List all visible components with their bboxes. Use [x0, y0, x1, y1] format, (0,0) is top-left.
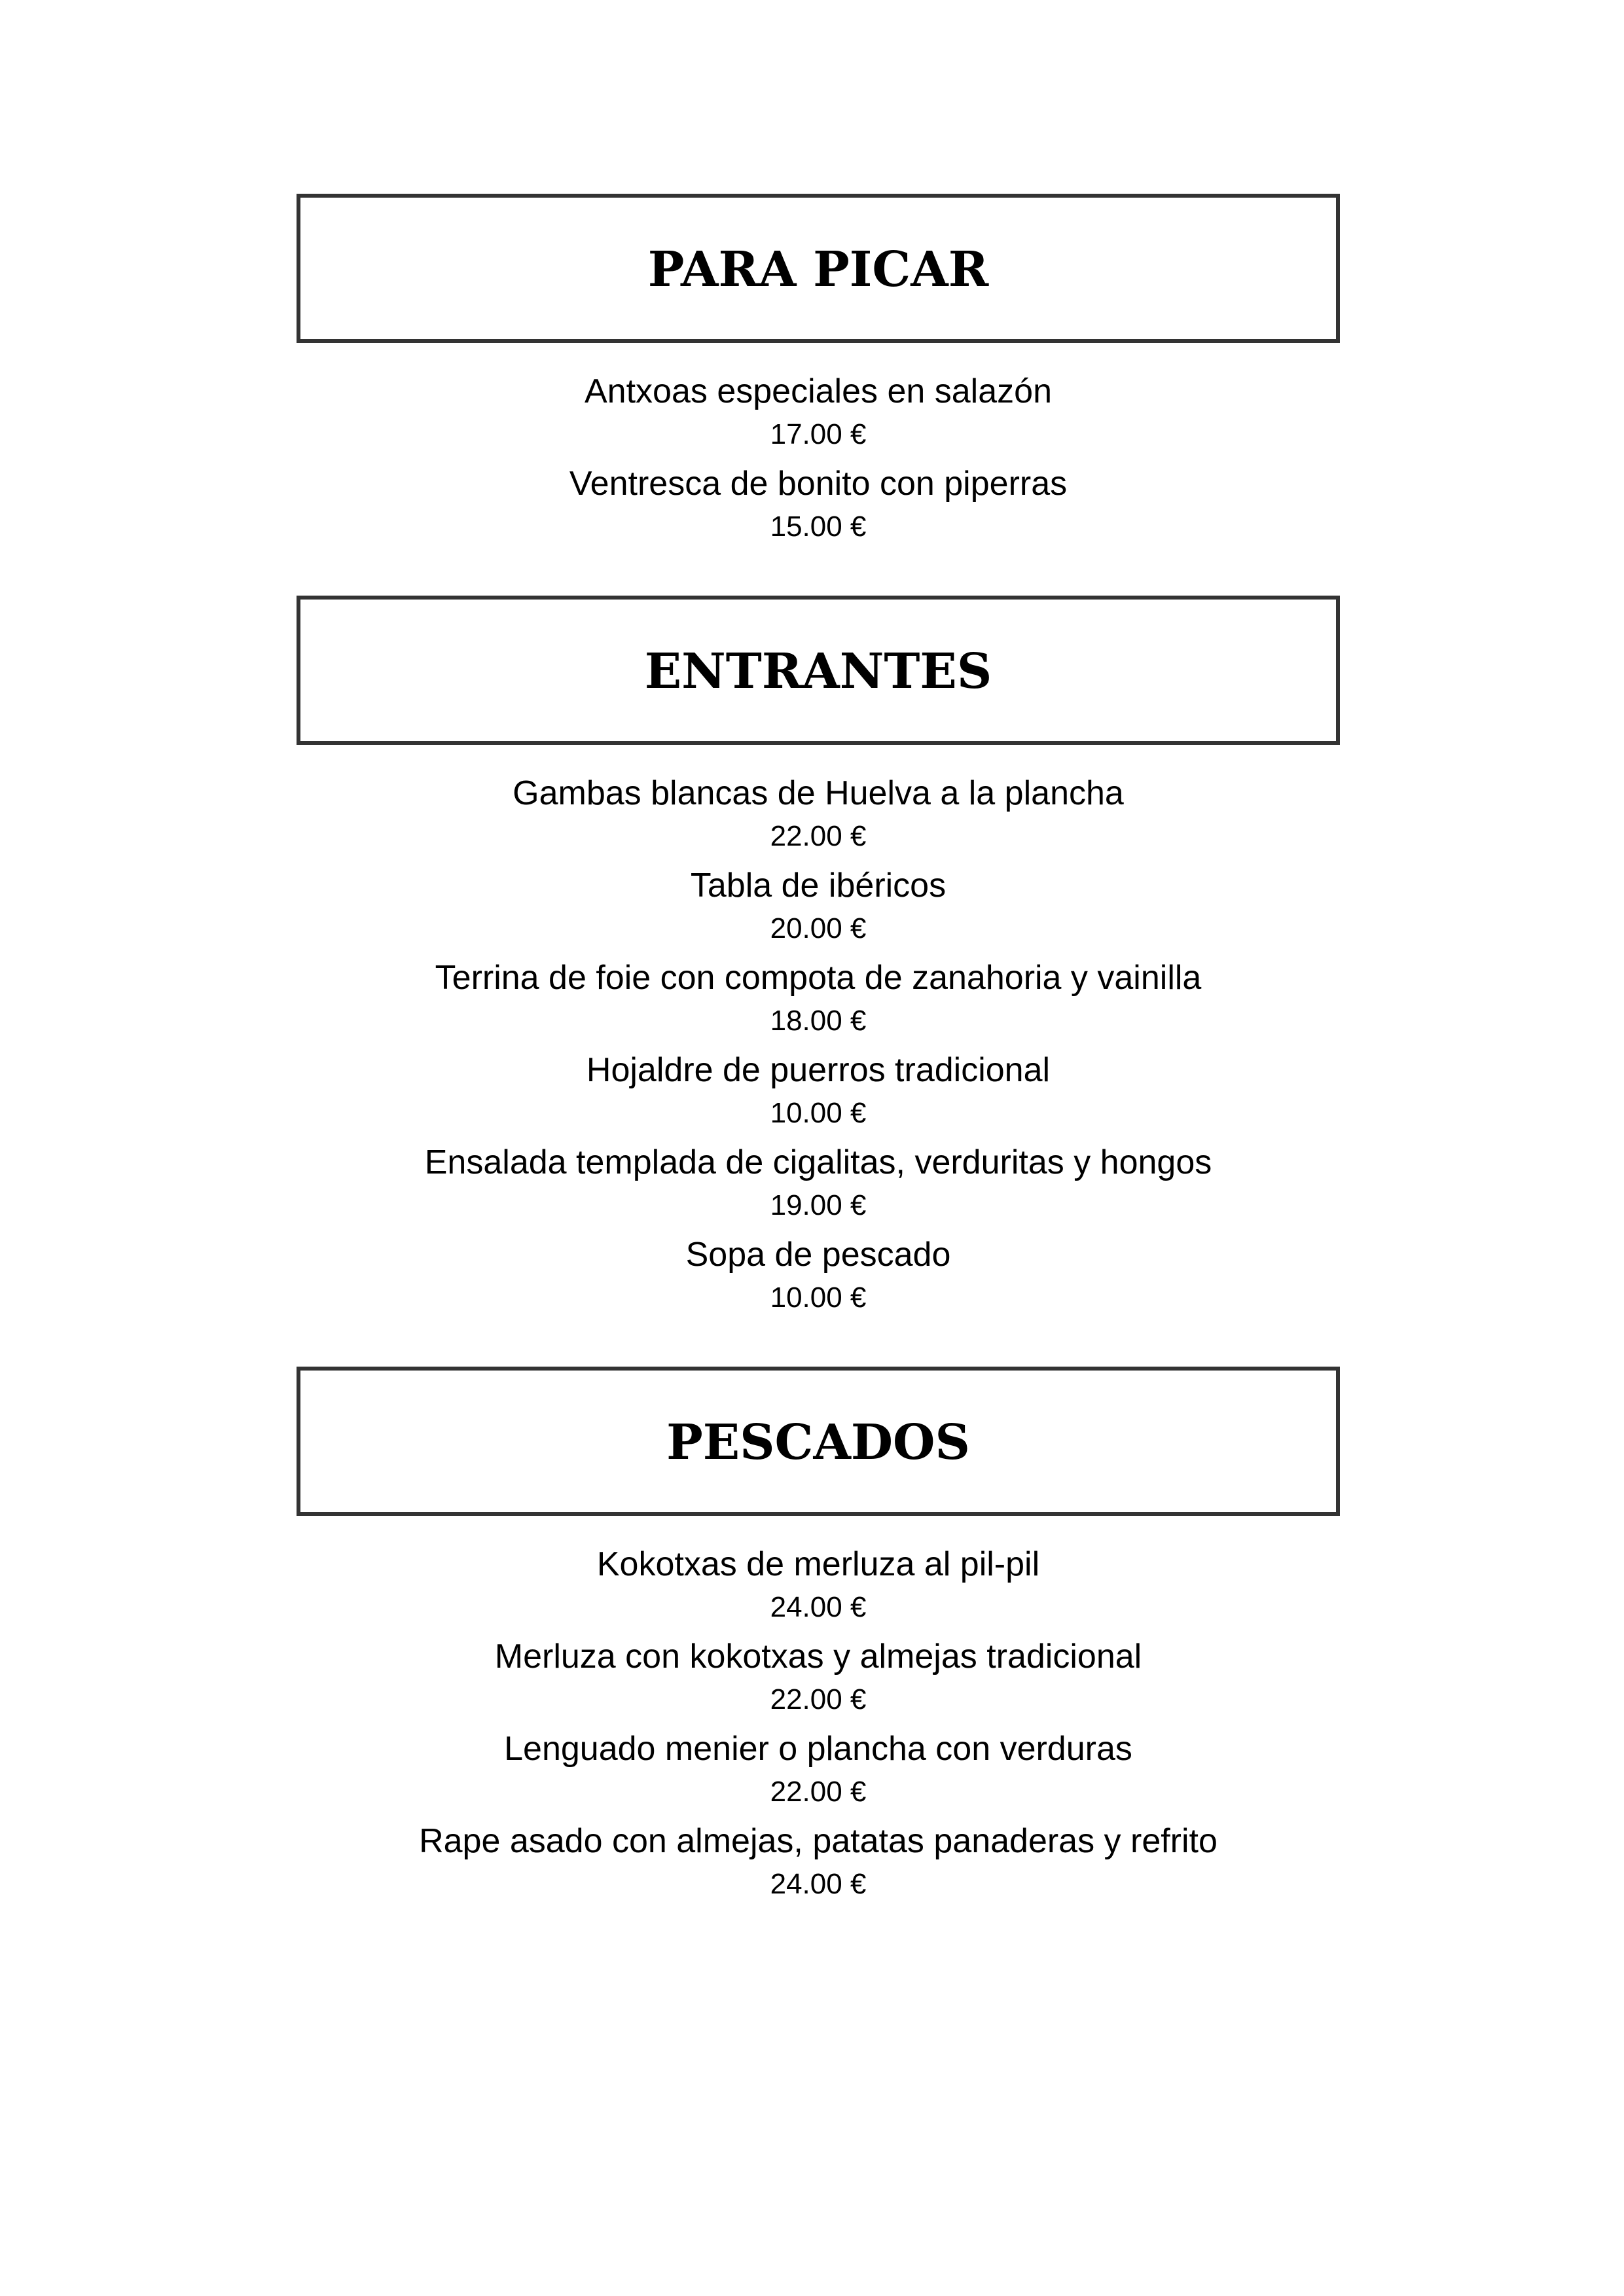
section-title: PESCADOS	[666, 1414, 970, 1471]
section-para-picar	[297, 194, 1340, 555]
menu-item	[297, 1234, 1340, 1316]
item-price: 22.00 €	[770, 820, 867, 852]
item-price: 22.00 €	[770, 1683, 867, 1715]
item-price: 20.00 €	[770, 912, 867, 944]
menu-item	[297, 957, 1340, 1039]
menu-item-list	[297, 370, 1340, 545]
item-name: Rape asado con almejas, patatas panaderas y refrito	[419, 1822, 1218, 1860]
item-price: 10.00 €	[770, 1097, 867, 1129]
section-header-box	[297, 194, 1340, 343]
item-price: 24.00 €	[770, 1868, 867, 1900]
item-name: Ensalada templada de cigalitas, verduritas y hongos	[424, 1143, 1212, 1181]
menu-item	[297, 865, 1340, 946]
section-header-box	[297, 1367, 1340, 1516]
item-name: Tabla de ibéricos	[690, 867, 947, 905]
item-price: 19.00 €	[770, 1189, 867, 1221]
menu-item	[297, 1728, 1340, 1810]
item-name: Terrina de foie con compota de zanahoria y vainilla	[435, 959, 1202, 997]
section-header-box	[297, 596, 1340, 745]
menu-item	[297, 1636, 1340, 1717]
item-price: 10.00 €	[770, 1282, 867, 1314]
item-name: Merluza con kokotxas y almejas tradicional	[494, 1638, 1142, 1676]
item-name: Ventresca de bonito con piperras	[569, 465, 1068, 503]
item-price: 18.00 €	[770, 1005, 867, 1037]
menu-item	[297, 1543, 1340, 1625]
menu-item	[297, 1141, 1340, 1223]
menu-item	[297, 370, 1340, 452]
menu-item	[297, 1820, 1340, 1902]
item-name: Sopa de pescado	[685, 1236, 951, 1274]
item-name: Kokotxas de merluza al pil-pil	[596, 1545, 1040, 1583]
item-price: 15.00 €	[770, 511, 867, 543]
section-title: PARA PICAR	[647, 242, 989, 298]
item-price: 22.00 €	[770, 1776, 867, 1808]
item-price: 17.00 €	[770, 418, 867, 450]
item-name: Antxoas especiales en salazón	[584, 372, 1052, 410]
menu-item	[297, 463, 1340, 545]
menu-item	[297, 1049, 1340, 1131]
section-pescados	[297, 1367, 1340, 1912]
section-entrantes	[297, 596, 1340, 1326]
item-name: Hojaldre de puerros tradicional	[586, 1051, 1051, 1089]
menu-item	[297, 772, 1340, 854]
item-name: Lenguado menier o plancha con verduras	[504, 1730, 1132, 1768]
menu-item-list	[297, 1543, 1340, 1902]
item-name: Gambas blancas de Huelva a la plancha	[513, 774, 1124, 812]
item-price: 24.00 €	[770, 1591, 867, 1623]
section-title: ENTRANTES	[644, 643, 992, 700]
menu-item-list	[297, 772, 1340, 1316]
